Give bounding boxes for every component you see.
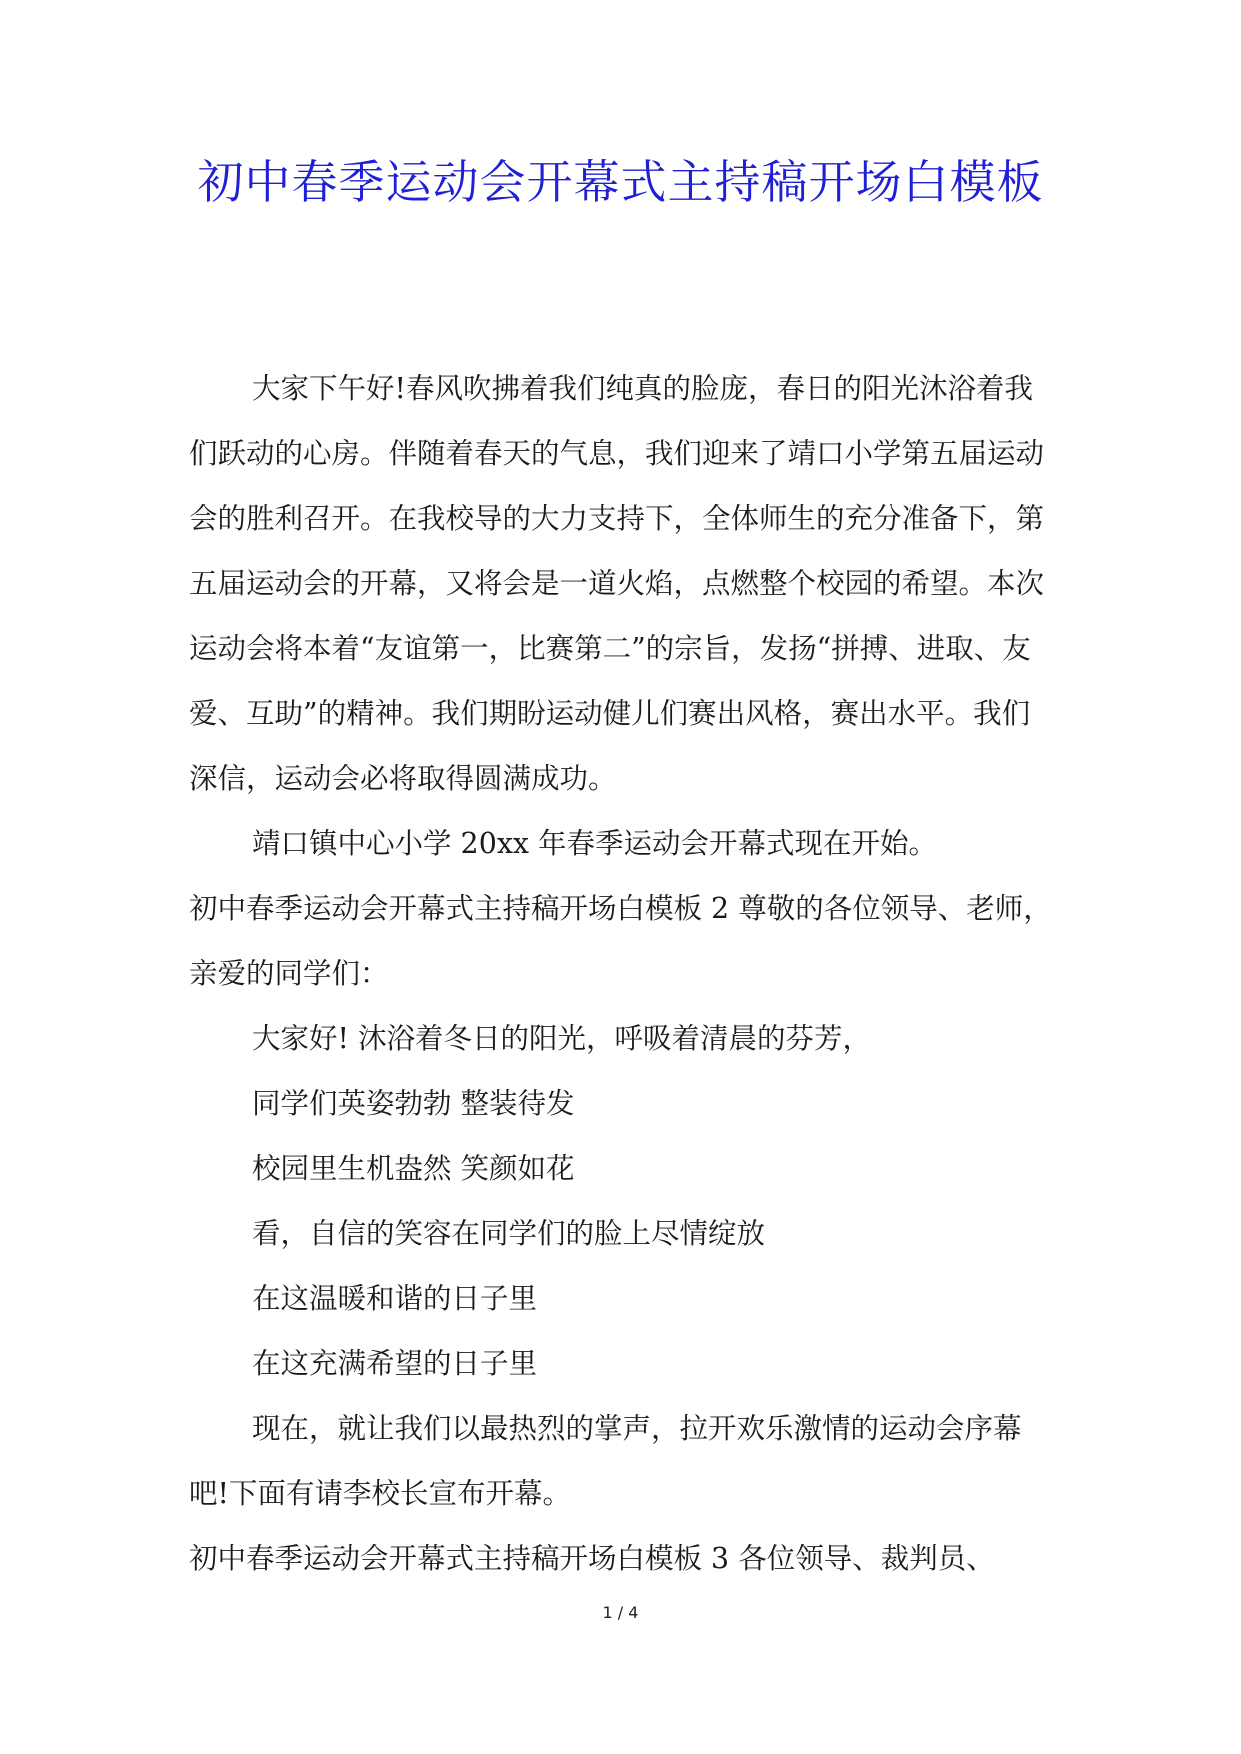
paragraph-7: 看，自信的笑容在同学们的脸上尽情绽放: [252, 1217, 766, 1250]
paragraph-4: 大家好! 沐浴着冬日的阳光，呼吸着清晨的芬芳，: [252, 1022, 872, 1055]
paragraph-9: 在这充满希望的日子里: [252, 1347, 538, 1380]
paragraph-8: 在这温暖和谐的日子里: [252, 1282, 538, 1315]
document-title: 初中春季运动会开幕式主持稿开场白模板: [197, 155, 1044, 209]
paragraph-3: 初中春季运动会开幕式主持稿开场白模板 2 尊敬的各位领导、老师，亲爱的同学们：: [189, 892, 1052, 990]
paragraph-1: 大家下午好!春风吹拂着我们纯真的脸庞，春日的阳光沐浴着我们跃动的心房。伴随着春天的气息，我们迎来了靖口小学第五届运动会的胜利召开。在我校导的大力支持下，全体师生的充分准备下，第五届运动会的开幕，又将会是一道火焰，点燃整个校园的希望。本次运动会将本着“友谊第一，比赛第二”的宗旨，发扬“拼搏、进取、友爱、互助”的精神。我们期盼运动健儿们赛出风格，赛出水平。我们深信，运动会必将取得圆满成功。: [189, 372, 1045, 795]
document-body: [189, 356, 1057, 1591]
paragraph-2: 靖口镇中心小学 20xx 年春季运动会开幕式现在开始。: [252, 827, 938, 860]
paragraph-11: 初中春季运动会开幕式主持稿开场白模板 3 各位领导、裁判员、: [189, 1542, 995, 1575]
paragraph-10: 现在，就让我们以最热烈的掌声，拉开欢乐激情的运动会序幕吧!下面有请李校长宣布开幕。: [189, 1412, 1022, 1510]
paragraph-6: 校园里生机盎然 笑颜如花: [252, 1152, 575, 1185]
page-number: 1 / 4: [602, 1603, 639, 1622]
paragraph-5: 同学们英姿勃勃 整装待发: [252, 1087, 575, 1120]
